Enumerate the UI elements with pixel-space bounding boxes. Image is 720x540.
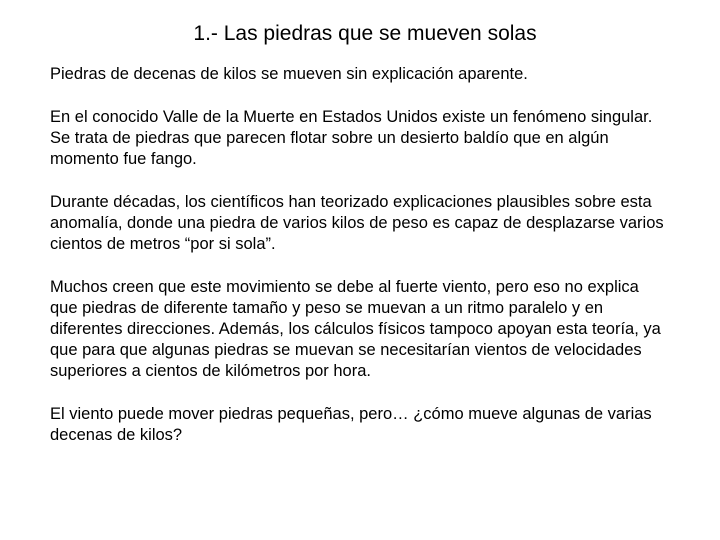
paragraph-question: El viento puede mover piedras pequeñas, pero… ¿cómo mueve algunas de varias decenas de kilos?: [50, 405, 652, 444]
paragraph-death-valley: En el conocido Valle de la Muerte en Estados Unidos existe un fenómeno singular. Se trata de piedras que parecen flotar sobre un desierto baldío que en algún momento fue fango.: [50, 108, 653, 168]
slide-body: [50, 64, 670, 468]
paragraph-scientists: Durante décadas, los científicos han teorizado explicaciones plausibles sobre esta anomalía, donde una piedra de varios kilos de peso es capaz de desplazarse varios cientos de metros “por si sola”.: [50, 193, 664, 253]
paragraph-intro: Piedras de decenas de kilos se mueven sin explicación aparente.: [50, 65, 528, 83]
slide-title: 1.- Las piedras que se mueven solas: [193, 22, 537, 45]
paragraph-wind-theory: Muchos creen que este movimiento se debe al fuerte viento, pero eso no explica que piedras de diferente tamaño y peso se muevan a un ritmo paralelo y en diferentes direcciones. Además, los cálculos físicos tampoco apoyan esta teoría, ya que para que algunas piedras se muevan se necesitarían vientos de velocidades superiores a cientos de kilómetros por hora.: [50, 278, 661, 380]
